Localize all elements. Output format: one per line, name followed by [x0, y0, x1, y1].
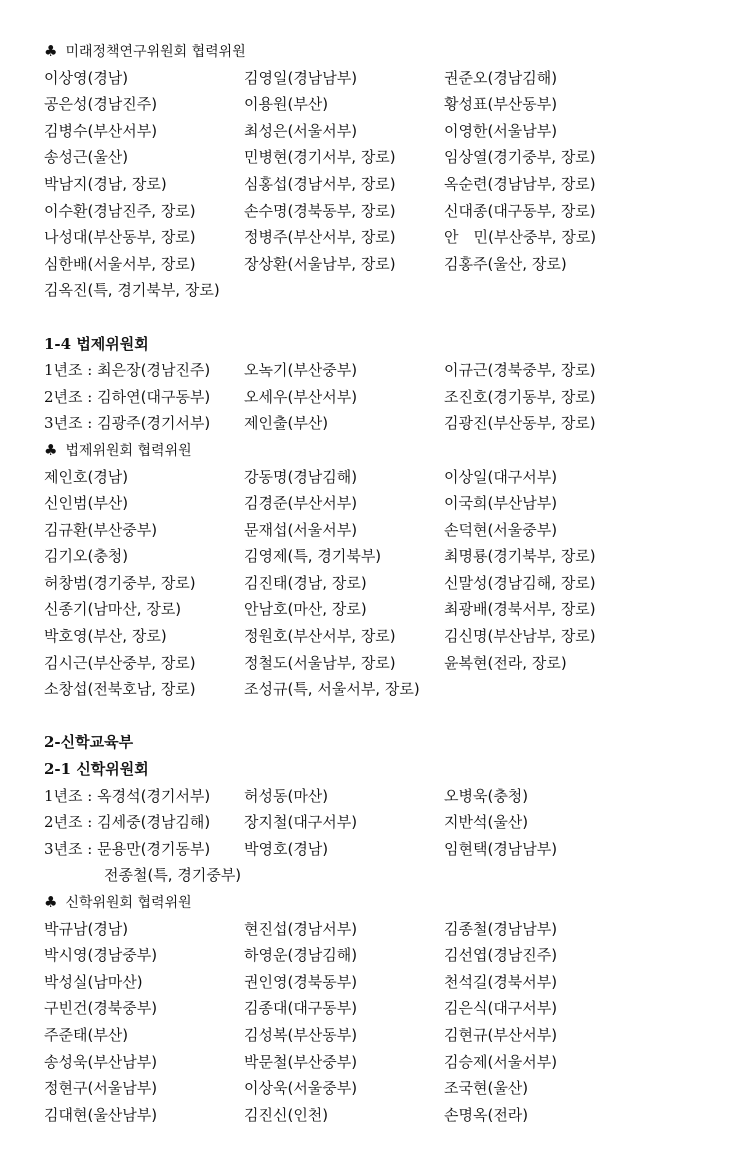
member-entry: 이상욱(서울중부)	[244, 1079, 358, 1098]
member-entry: 김영제(특, 경기북부)	[244, 547, 382, 566]
member-entry: 김옥진(특, 경기북부, 장로)	[44, 281, 220, 300]
member-entry: 김광진(부산동부, 장로)	[444, 414, 596, 433]
member-entry: 김현규(부산서부)	[444, 1025, 558, 1044]
member-entry: 정병주(부산서부, 장로)	[244, 228, 396, 247]
list-row	[44, 1022, 730, 1049]
member-entry: 김세중(경남김해)	[97, 813, 211, 832]
member-entry: 윤복현(전라, 장로)	[444, 653, 567, 672]
list-row	[44, 543, 730, 570]
member-entry: 김진태(경남, 장로)	[244, 573, 367, 592]
term-label: 2년조 :	[44, 813, 93, 832]
term-row	[44, 357, 730, 384]
member-entry: 박성실(남마산)	[44, 972, 143, 991]
term-label: 3년조 :	[44, 414, 93, 433]
member-entry: 이영한(서울남부)	[444, 121, 558, 140]
member-entry: 김대현(울산남부)	[44, 1105, 158, 1124]
member-entry: 이상일(대구서부)	[444, 467, 558, 486]
term-first	[44, 357, 210, 384]
list-row	[44, 570, 730, 597]
section-title-theology-committee: 2-1 신학위원회	[44, 760, 149, 779]
list-row	[44, 118, 730, 145]
member-entry: 장지철(대구서부)	[244, 813, 358, 832]
list-row	[44, 198, 730, 225]
member-entry: 구빈건(경북중부)	[44, 999, 158, 1018]
member-entry: 박규남(경남)	[44, 919, 129, 938]
section-title-theology-dept: 2-신학교육부	[44, 733, 134, 752]
member-entry: 제인출(부산)	[244, 414, 329, 433]
member-entry: 지반석(울산)	[444, 813, 529, 832]
list-row	[44, 251, 730, 278]
term-row	[44, 384, 730, 411]
member-entry: 신종기(남마산, 장로)	[44, 600, 182, 619]
member-entry: 현진섭(경남서부)	[244, 919, 358, 938]
member-entry: 공은성(경남진주)	[44, 95, 158, 114]
term-label: 1년조 :	[44, 786, 93, 805]
member-entry: 심한배(서울서부, 장로)	[44, 254, 196, 273]
member-entry: 오병욱(충청)	[444, 786, 529, 805]
member-entry: 김진신(인천)	[244, 1105, 329, 1124]
term-row	[44, 783, 730, 810]
member-entry: 이규근(경북중부, 장로)	[444, 361, 596, 380]
member-entry: 조국현(울산)	[444, 1079, 529, 1098]
member-entry: 허창범(경기중부, 장로)	[44, 573, 196, 592]
member-entry: 최명룡(경기북부, 장로)	[444, 547, 596, 566]
list-row	[44, 1049, 730, 1076]
term-label: 1년조 :	[44, 361, 93, 380]
list-row	[44, 969, 730, 996]
list-row	[44, 650, 730, 677]
future-policy-coop-list	[44, 65, 730, 304]
member-entry: 임현택(경남남부)	[444, 839, 558, 858]
member-entry: 최성은(서울서부)	[244, 121, 358, 140]
term-row	[44, 809, 730, 836]
member-entry: 천석길(경북서부)	[444, 972, 558, 991]
member-entry: 김종철(경남남부)	[444, 919, 558, 938]
member-entry: 김경준(부산서부)	[244, 494, 358, 513]
law-committee-terms	[44, 357, 730, 437]
member-entry: 이용원(부산)	[244, 95, 329, 114]
term-label: 3년조 :	[44, 839, 93, 858]
member-entry: 심홍섭(경남서부, 장로)	[244, 174, 396, 193]
list-row	[44, 91, 730, 118]
list-row	[44, 916, 730, 943]
member-entry: 김신명(부산남부, 장로)	[444, 627, 596, 646]
spacer	[44, 304, 730, 331]
member-entry: 김병수(부산서부)	[44, 121, 158, 140]
member-entry: 박문철(부산중부)	[244, 1052, 358, 1071]
list-row	[44, 144, 730, 171]
member-entry: 신말성(경남김해, 장로)	[444, 573, 596, 592]
member-entry: 김은식(대구서부)	[444, 999, 558, 1018]
member-entry: 장상환(서울남부, 장로)	[244, 254, 396, 273]
member-entry: 김영일(경남남부)	[244, 68, 358, 87]
member-entry: 정현구(서울남부)	[44, 1079, 158, 1098]
list-row	[44, 517, 730, 544]
member-entry: 손명옥(전라)	[444, 1105, 529, 1124]
list-row	[44, 224, 730, 251]
member-entry: 김홍주(울산, 장로)	[444, 254, 567, 273]
member-entry: 나성대(부산동부, 장로)	[44, 228, 196, 247]
member-entry: 손덕현(서울중부)	[444, 520, 558, 539]
theology-coop-list	[44, 916, 730, 1129]
member-entry: 안남호(마산, 장로)	[244, 600, 367, 619]
member-entry: 박영호(경남)	[244, 839, 329, 858]
list-row	[44, 596, 730, 623]
club-suit-icon: ♣	[44, 440, 58, 459]
member-entry: 황성표(부산동부)	[444, 95, 558, 114]
member-entry: 정철도(서울남부, 장로)	[244, 653, 396, 672]
member-entry: 김종대(대구동부)	[244, 999, 358, 1018]
member-entry: 민병현(경기서부, 장로)	[244, 148, 396, 167]
list-row	[44, 171, 730, 198]
member-entry: 주준태(부산)	[44, 1025, 129, 1044]
member-entry: 김시근(부산중부, 장로)	[44, 653, 196, 672]
member-entry: 하영운(경남김해)	[244, 946, 358, 965]
member-entry: 송성욱(부산남부)	[44, 1052, 158, 1071]
section-title-law-committee: 1-4 법제위원회	[44, 334, 149, 353]
term-first	[44, 836, 210, 863]
member-entry: 제인호(경남)	[44, 467, 129, 486]
list-row	[44, 995, 730, 1022]
list-row	[44, 490, 730, 517]
list-row	[44, 464, 730, 491]
law-coop-list	[44, 464, 730, 703]
member-entry: 신대종(대구동부, 장로)	[444, 201, 596, 220]
list-row	[44, 1075, 730, 1102]
term-row	[44, 836, 730, 863]
member-entry: 조진호(경기동부, 장로)	[444, 387, 596, 406]
member-entry: 옥경석(경기서부)	[97, 786, 211, 805]
term-first	[44, 783, 210, 810]
term-first	[44, 410, 210, 437]
member-entry: 박호영(부산, 장로)	[44, 627, 167, 646]
member-entry: 권준오(경남김해)	[444, 68, 558, 87]
term-first	[44, 384, 210, 411]
section-title-future-policy-coop: ♣ 미래정책연구위원회 협력위원	[44, 42, 246, 60]
term-label: 2년조 :	[44, 387, 93, 406]
member-entry: 최광배(경북서부, 장로)	[444, 600, 596, 619]
member-entry: 정원호(부산서부, 장로)	[244, 627, 396, 646]
member-entry: 김승제(서울서부)	[444, 1052, 558, 1071]
member-entry: 오세우(부산서부)	[244, 387, 358, 406]
member-entry: 임상열(경기중부, 장로)	[444, 148, 596, 167]
member-entry: 이수환(경남진주, 장로)	[44, 201, 196, 220]
member-entry: 소창섭(전북호남, 장로)	[44, 680, 196, 699]
member-entry: 손수명(경북동부, 장로)	[244, 201, 396, 220]
member-entry: 신인범(부산)	[44, 494, 129, 513]
member-entry: 안 민(부산중부, 장로)	[444, 228, 597, 247]
term-row	[44, 410, 730, 437]
list-row	[44, 676, 730, 703]
member-entry: 송성근(울산)	[44, 148, 129, 167]
extra-member: 전종철(특, 경기중부)	[104, 866, 242, 885]
member-entry: 강동명(경남김해)	[244, 467, 358, 486]
member-entry: 문용만(경기동부)	[97, 839, 211, 858]
member-entry: 최은장(경남진주)	[97, 361, 211, 380]
member-entry: 이상영(경남)	[44, 68, 129, 87]
member-entry: 박시영(경남중부)	[44, 946, 158, 965]
member-entry: 김선엽(경남진주)	[444, 946, 558, 965]
member-entry: 옥순련(경남남부, 장로)	[444, 174, 596, 193]
member-entry: 권인영(경북동부)	[244, 972, 358, 991]
member-entry: 김규환(부산중부)	[44, 520, 158, 539]
list-row	[44, 277, 730, 304]
club-suit-icon: ♣	[44, 893, 58, 911]
theology-committee-terms	[44, 783, 730, 863]
member-entry: 박남지(경남, 장로)	[44, 174, 167, 193]
member-entry: 이국희(부산남부)	[444, 494, 558, 513]
list-row	[44, 623, 730, 650]
list-row	[44, 1102, 730, 1129]
member-entry: 조성규(특, 서울서부, 장로)	[244, 680, 420, 699]
list-row	[44, 65, 730, 92]
member-entry: 김성복(부산동부)	[244, 1025, 358, 1044]
list-row	[44, 942, 730, 969]
member-entry: 문재섭(서울서부)	[244, 520, 358, 539]
section-title-law-coop: ♣ 법제위원회 협력위원	[44, 440, 192, 459]
term-first	[44, 809, 210, 836]
member-entry: 김하연(대구동부)	[97, 387, 211, 406]
section-title-theology-coop: ♣ 신학위원회 협력위원	[44, 893, 192, 911]
member-entry: 김광주(경기서부)	[97, 414, 211, 433]
member-entry: 오녹기(부산중부)	[244, 361, 358, 380]
member-entry: 허성동(마산)	[244, 786, 329, 805]
club-suit-icon: ♣	[44, 42, 58, 60]
spacer	[44, 703, 730, 730]
member-entry: 김기오(충청)	[44, 547, 129, 566]
